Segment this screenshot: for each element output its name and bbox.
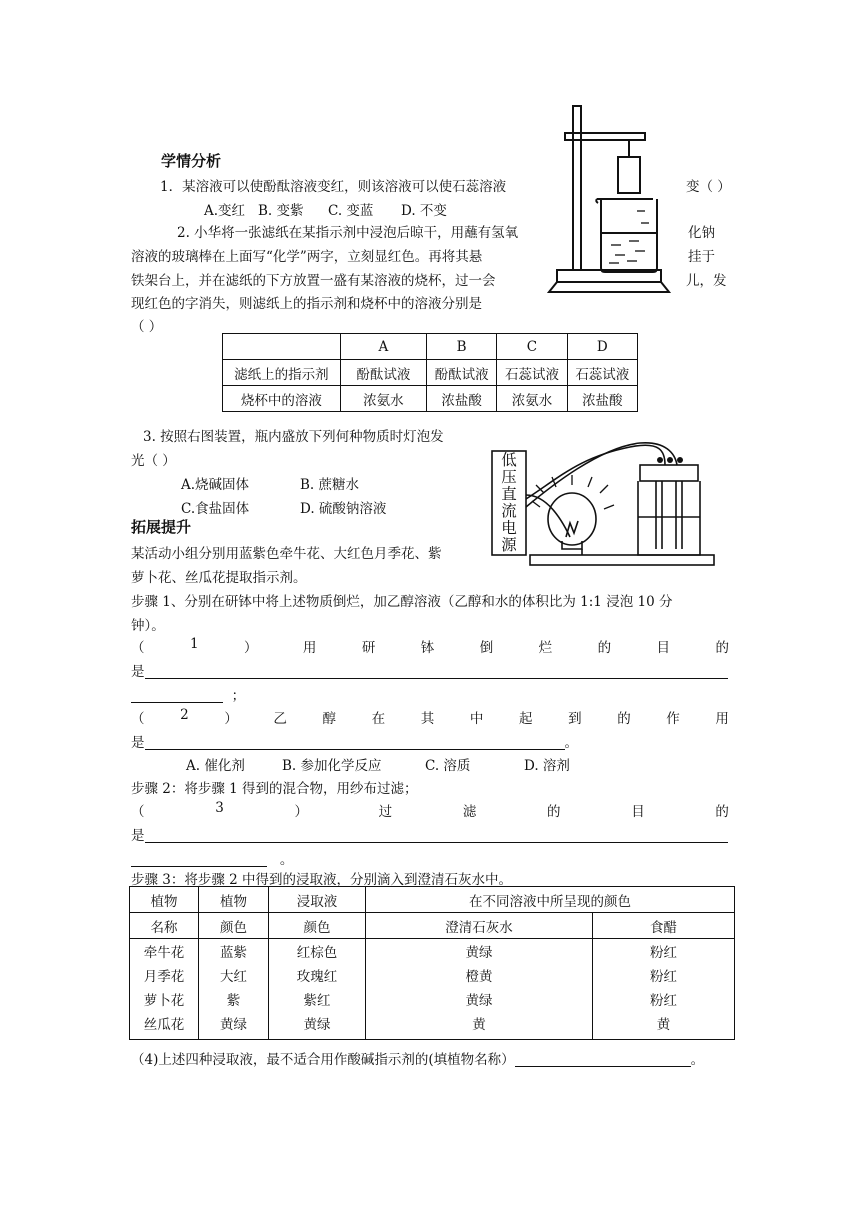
step2: 步骤 2：将步骤 1 得到的混合物，用纱布过滤；: [131, 781, 418, 797]
cell-line: 黄: [656, 1017, 671, 1033]
question-3-answer-line2: [131, 848, 293, 868]
table-cell: 浓氨水: [340, 386, 426, 412]
power-source-label: [494, 452, 524, 554]
table-cell: 食醋: [593, 913, 735, 939]
q3-option-a: A.烧碱固体: [181, 477, 250, 493]
q3-start: 是: [131, 828, 145, 844]
cell-line: 黄绿: [465, 993, 493, 1009]
table-cell: 颜色: [199, 913, 269, 939]
iron-stand-beaker-figure: [545, 103, 673, 295]
table-cell: 滤纸上的指示剂: [223, 360, 341, 386]
table-cell: 浸取液: [269, 887, 366, 913]
q2-line1-tail: 化钠: [688, 225, 715, 241]
q-char: 1: [189, 636, 199, 652]
cell-line: 黄绿: [220, 1017, 247, 1033]
cell-line: 紫: [226, 993, 241, 1009]
q-char: 倒: [479, 640, 494, 656]
q2-line2-tail: 挂于: [688, 249, 715, 265]
q2-line3: 铁架台上，并在滤纸的下方放置一盛有某溶液的烧杯，过一会: [131, 273, 496, 289]
question-4-line: [131, 1048, 704, 1068]
cell-line: 粉红: [650, 945, 677, 961]
table-cell: [199, 939, 269, 1040]
q-char: 研: [361, 640, 376, 656]
q3-option-b: B. 蔗糖水: [300, 477, 360, 493]
q-char: ）: [243, 640, 258, 656]
q2-line4: 现红色的字消失，则滤纸上的指示剂和烧杯中的溶液分别是: [131, 296, 482, 312]
cell-line: 大红: [220, 969, 247, 985]
label-char: 压: [501, 468, 517, 486]
q-char: 目: [656, 640, 671, 656]
q2-table: [222, 333, 638, 412]
q-char: 乙: [273, 711, 287, 727]
cell-line: 蓝紫: [220, 945, 247, 961]
answer-blank[interactable]: [131, 852, 267, 867]
q-char: 中: [469, 711, 484, 727]
cell-line: 玫瑰红: [296, 969, 338, 985]
label-char: 电: [501, 519, 517, 537]
q2-option-d: D. 溶剂: [524, 758, 570, 774]
q-char: 用: [715, 711, 729, 727]
q-char: 在: [371, 711, 386, 727]
question-1-line: [131, 636, 729, 656]
q1-start: 是: [131, 664, 145, 680]
table-cell: 浓氨水: [497, 386, 567, 412]
q1-option-c: C. 变蓝: [328, 203, 374, 219]
q2-paren: （ ）: [131, 319, 163, 335]
q-char: 作: [666, 711, 680, 727]
table-cell: [593, 939, 735, 1040]
cell-line: 粉红: [650, 969, 677, 985]
q-char: 2: [180, 707, 189, 723]
table-cell: 烧杯中的溶液: [223, 386, 341, 412]
q-char: ）: [294, 804, 308, 820]
question-2-answer-line: [131, 731, 578, 751]
intro-line2: 萝卜花、丝瓜花提取指示剂。: [131, 570, 307, 586]
q2-option-c: C. 溶质: [425, 758, 471, 774]
q2-line1: 2. 小华将一张滤纸在某指示剂中浸泡后晾干，用蘸有氢氧: [177, 225, 519, 241]
q-char: 的: [597, 640, 612, 656]
q2-option-b: B. 参加化学反应: [282, 758, 382, 774]
table-row: [223, 360, 638, 386]
table-cell: [223, 334, 341, 360]
q3-end: 。: [279, 852, 294, 868]
table-cell: 酚酞试液: [426, 360, 496, 386]
q-char: （: [131, 711, 145, 727]
table-cell: D: [567, 334, 637, 360]
q-char: 醇: [322, 711, 337, 727]
table-cell: 浓盐酸: [426, 386, 496, 412]
table-cell: A: [340, 334, 426, 360]
section-title-extension: 拓展提升: [131, 518, 192, 536]
table-cell: C: [497, 334, 567, 360]
table-cell: 澄清石灰水: [366, 913, 593, 939]
q3-line1: 3. 按照右图装置，瓶内盛放下列何种物质时灯泡发: [143, 429, 444, 445]
table-row: [130, 939, 735, 1040]
cell-line: 丝瓜花: [143, 1017, 185, 1033]
q-char: 的: [617, 711, 631, 727]
q1-tail: 变（ ）: [686, 179, 731, 195]
q2-line3-tail: 儿，发: [686, 273, 727, 289]
table-cell: 植物: [199, 887, 269, 913]
q-char: 过: [378, 804, 393, 820]
table-cell: 植物: [130, 887, 199, 913]
table-cell: 浓盐酸: [567, 386, 637, 412]
table-cell: [130, 939, 199, 1040]
table-cell: B: [426, 334, 496, 360]
cell-line: 紫红: [303, 993, 331, 1009]
q-char: 目: [631, 804, 645, 820]
answer-blank[interactable]: [145, 735, 565, 750]
q3-option-d: D. 硫酸钠溶液: [300, 501, 387, 517]
q4-end: 。: [690, 1052, 705, 1068]
cell-line: 粉红: [650, 993, 677, 1009]
cell-line: 月季花: [143, 969, 185, 985]
table-cell: 名称: [130, 913, 199, 939]
question-3-line: [131, 800, 729, 820]
table-cell: 颜色: [269, 913, 366, 939]
table-row: [223, 334, 638, 360]
q-char: 其: [420, 711, 435, 727]
plant-indicator-table: [129, 886, 735, 1040]
q1-option-b: B. 变紫: [258, 203, 304, 219]
q-char: （: [131, 640, 145, 656]
q2-option-a: A. 催化剂: [186, 758, 245, 774]
table-cell: 石蕊试液: [567, 360, 637, 386]
question-2-line: [131, 707, 729, 727]
q-char: 的: [715, 804, 729, 820]
q2-start: 是: [131, 735, 145, 751]
q1-stem: 1．某溶液可以使酚酞溶液变红，则该溶液可以使石蕊溶液: [160, 179, 507, 195]
q-char: 起: [518, 711, 533, 727]
q2-end: 。: [564, 735, 578, 751]
cell-line: 红棕色: [296, 945, 338, 961]
table-row: [130, 913, 735, 939]
q-char: 到: [568, 711, 582, 727]
table-cell: 石蕊试液: [497, 360, 567, 386]
q2-line2: 溶液的玻璃棒在上面写“化学”两字，立刻显红色。再将其悬: [131, 249, 483, 265]
table-row: [130, 887, 735, 913]
q3-option-c: C.食盐固体: [181, 501, 250, 517]
answer-blank[interactable]: [131, 688, 223, 703]
step3: 步骤 3：将步骤 2 中得到的浸取液，分别滴入到澄清石灰水中。: [131, 872, 513, 888]
q-char: 的: [715, 640, 729, 656]
question-1-answer-line2: [131, 684, 245, 704]
cell-line: 牵牛花: [143, 945, 185, 961]
table-cell: [366, 939, 593, 1040]
q4-text: （4)上述四种浸取液，最不适合用作酸碱指示剂的(填植物名称）: [131, 1052, 515, 1068]
q-char: 用: [302, 640, 317, 656]
step1-line1: 步骤 1、分别在研钵中将上述物质倒烂，加乙醇溶液（乙醇和水的体积比为 1:1 浸泡 10 分: [131, 594, 673, 610]
q-char: 滤: [462, 804, 477, 820]
section-title-analysis: 学情分析: [161, 152, 222, 170]
q1-end: ；: [231, 688, 246, 704]
q-char: ）: [224, 711, 238, 727]
q-char: （: [131, 804, 145, 820]
label-char: 低: [501, 451, 517, 469]
answer-blank[interactable]: [145, 828, 728, 843]
q-char: 的: [547, 804, 561, 820]
cell-line: 橙黄: [465, 969, 493, 985]
q-char: 烂: [538, 640, 553, 656]
q-char: 钵: [420, 640, 435, 656]
table-cell: [269, 939, 366, 1040]
q1-option-d: D. 不变: [401, 203, 447, 219]
label-char: 流: [501, 502, 517, 520]
table-row: [223, 386, 638, 412]
q-char: 3: [215, 800, 224, 816]
q1-option-a: A.变红: [204, 203, 246, 219]
cell-line: 萝卜花: [143, 993, 185, 1009]
table-cell: 酚酞试液: [340, 360, 426, 386]
q3-line2: 光（ ）: [131, 453, 176, 469]
label-char: 直: [501, 485, 517, 503]
answer-blank[interactable]: [145, 664, 728, 679]
table-cell: 在不同溶液中所呈现的颜色: [366, 887, 735, 913]
question-3-answer-line: [131, 824, 728, 844]
cell-line: 黄: [472, 1017, 486, 1033]
cell-line: 黄绿: [303, 1017, 331, 1033]
cell-line: 黄绿: [465, 945, 493, 961]
answer-blank[interactable]: [515, 1052, 691, 1067]
label-char: 源: [501, 536, 517, 554]
question-1-answer-line: [131, 660, 728, 680]
step1-line2: 钟）。: [131, 618, 165, 634]
intro-line1: 某活动小组分别用蓝紫色牵牛花、大红色月季花、紫: [131, 546, 442, 562]
